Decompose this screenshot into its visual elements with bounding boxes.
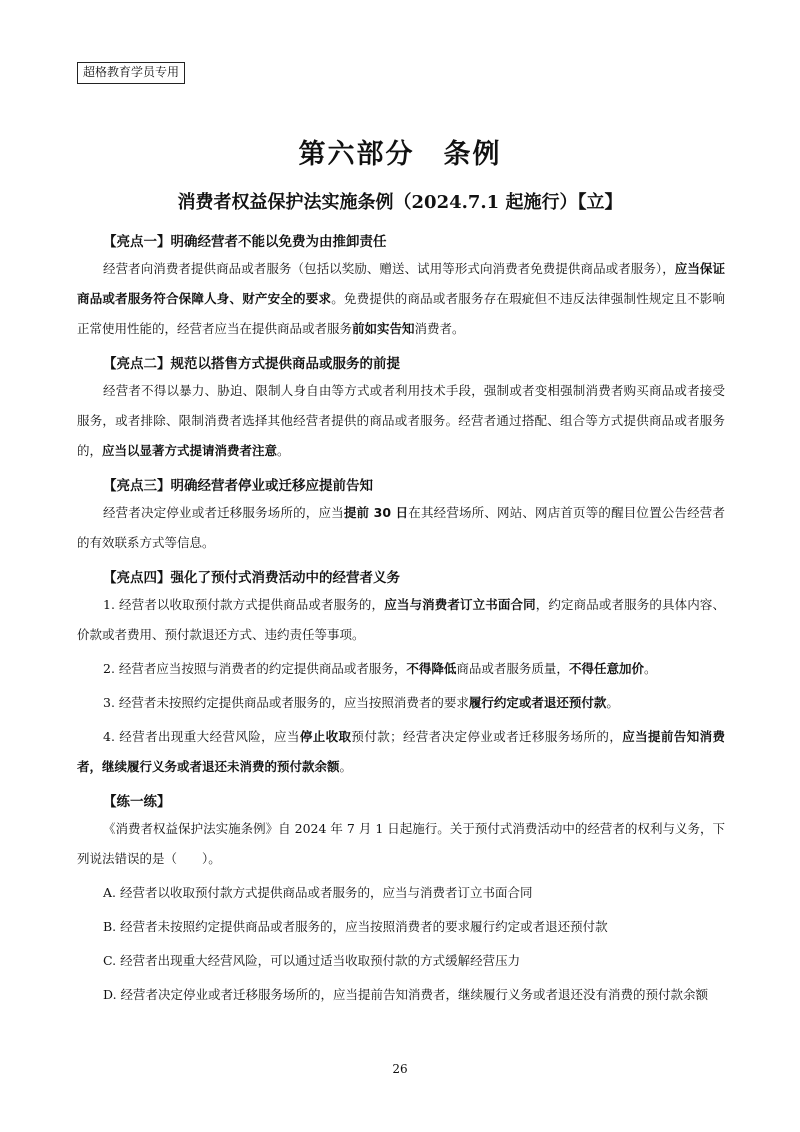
text-run: 。 <box>643 661 657 676</box>
emphasis-text: 不得任意加价 <box>568 661 644 676</box>
text-run: 。 <box>339 759 353 774</box>
exercise-option-a: A. 经营者以收取预付款方式提供商品或者服务的，应当与消费者订立书面合同 <box>103 885 533 900</box>
text-run: 经营者决定停业或者迁移服务场所的，应当 <box>103 505 344 520</box>
text-run: 1. 经营者以收取预付款方式提供商品或者服务的， <box>103 597 385 612</box>
text-run: ，约定商品或者服务的具体内容、价款或者费用、预付款退还方式、违约责任等事项。 <box>77 597 725 642</box>
law-title: 消费者权益保护法实施条例（2024.7.1 起施行）【立】 <box>177 192 623 213</box>
text-run: 。免费提供的商品或者服务存在瑕疵但不违反法律强制性规定且不影响正常使用性能的，经营者应当在提供商品或者服务 <box>77 291 725 336</box>
text-run: 预付款；经营者决定停业或者迁移服务场所的， <box>351 729 623 744</box>
text-run: 3. 经营者未按照约定提供商品或者服务的，应当按照消费者的要求 <box>103 695 469 710</box>
highlight-3-body <box>77 498 725 558</box>
document-body <box>77 230 725 1010</box>
text-run: 2. 经营者应当按照与消费者的约定提供商品或者服务， <box>103 661 407 676</box>
highlight-1-title: 【亮点一】明确经营者不能以免费为由推卸责任 <box>103 234 387 250</box>
emphasis-text: 提前 30 日 <box>343 505 409 520</box>
exercise-option-c: C. 经营者出现重大经营风险，可以通过适当收取预付款的方式缓解经营压力 <box>103 953 521 968</box>
text-run: 。 <box>277 443 290 458</box>
text-run: 在其经营场所、网站、网店首页等的醒目位置公告经营者的有效联系方式等信息。 <box>77 505 725 550</box>
text-run: 消费者。 <box>414 321 465 336</box>
highlight-3-title: 【亮点三】明确经营者停业或迁移应提前告知 <box>103 478 373 494</box>
highlight-4-item-3 <box>77 688 725 718</box>
emphasis-text: 履行约定或者退还预付款 <box>468 695 607 710</box>
emphasis-text: 应当以显著方式提请消费者注意 <box>102 443 278 458</box>
highlight-2-title: 【亮点二】规范以搭售方式提供商品或服务的前提 <box>103 356 400 372</box>
exercise-question: 《消费者权益保护法实施条例》自 2024 年 7 月 1 日起施行。关于预付式消费活动中的经营者的权利与义务，下列说法错误的是（ ）。 <box>77 821 725 866</box>
highlight-4-item-1 <box>77 590 725 650</box>
text-run: 商品或者服务质量， <box>456 661 569 676</box>
text-run: 4. 经营者出现重大经营风险，应当 <box>103 729 300 744</box>
emphasis-text: 前如实告知 <box>352 321 415 336</box>
text-run: 。 <box>606 695 619 710</box>
emphasis-text: 应当保证商品或者服务符合保障人身、财产安全的要求 <box>77 261 725 306</box>
exercise-option-d: D. 经营者决定停业或者迁移服务场所的，应当提前告知消费者，继续履行义务或者退还没有消费的预付款余额 <box>103 987 709 1002</box>
highlight-4-item-2 <box>77 654 725 684</box>
part-title: 第六部分 条例 <box>298 139 502 170</box>
exercise-option-b: B. 经营者未按照约定提供商品或者服务的，应当按照消费者的要求履行约定或者退还预付款 <box>103 919 608 934</box>
emphasis-text: 应当与消费者订立书面合同 <box>384 597 536 612</box>
text-run: 经营者不得以暴力、胁迫、限制人身自由等方式或者利用技术手段，强制或者变相强制消费者购买商品或者接受服务，或者排除、限制消费者选择其他经营者提供的商品或者服务。经营者通过搭配、组合等方式提供商品或者服务的， <box>77 383 725 458</box>
page-number: 26 <box>392 1062 408 1076</box>
highlight-2-body <box>77 376 725 466</box>
emphasis-text: 停止收取 <box>299 729 352 744</box>
highlight-4-item-4 <box>77 722 725 782</box>
highlight-1-body <box>77 254 725 344</box>
exercise-title: 【练一练】 <box>103 794 171 810</box>
highlight-4-title: 【亮点四】强化了预付式消费活动中的经营者义务 <box>103 570 400 586</box>
emphasis-text: 不得降低 <box>406 661 457 676</box>
text-run: 经营者向消费者提供商品或者服务（包括以奖励、赠送、试用等形式向消费者免费提供商品或者服务）， <box>103 261 675 276</box>
usage-stamp: 超格教育学员专用 <box>77 62 185 84</box>
emphasis-text: 应当提前告知消费者，继续履行义务或者退还未消费的预付款余额 <box>77 729 725 774</box>
